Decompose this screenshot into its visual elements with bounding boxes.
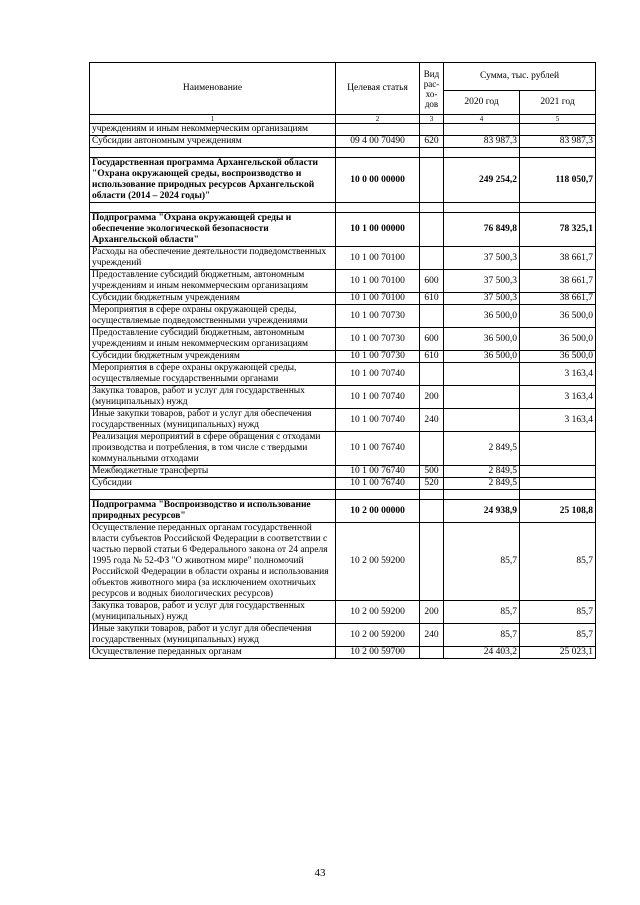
cell-value-2021 — [520, 432, 596, 466]
cell-name: Субсидии автономным учреждениям — [90, 136, 336, 148]
column-header-sum: Сумма, тыс. рублей — [444, 63, 596, 91]
cell-kind — [420, 500, 444, 523]
cell-target: 10 1 00 76740 — [336, 478, 420, 490]
cell-target: 10 2 00 00000 — [336, 500, 420, 523]
table-row — [90, 124, 596, 136]
cell-value-2020: 85,7 — [444, 601, 520, 624]
cell-kind — [420, 305, 444, 328]
cell-target: 10 0 00 00000 — [336, 158, 420, 203]
table-row — [90, 328, 596, 351]
cell-value-2020: 85,7 — [444, 624, 520, 647]
empty-cell — [444, 203, 520, 213]
cell-value-2021: 3 163,4 — [520, 363, 596, 386]
cell-kind: 200 — [420, 601, 444, 624]
budget-table — [89, 62, 596, 659]
table-row — [90, 293, 596, 305]
cell-target: 09 4 00 70490 — [336, 136, 420, 148]
cell-name: Закупка товаров, работ и услуг для государственных (муниципальных) нужд — [90, 386, 336, 409]
cell-value-2021: 78 325,1 — [520, 213, 596, 247]
page-number: 43 — [314, 867, 326, 879]
cell-value-2020: 24 938,9 — [444, 500, 520, 523]
cell-target: 10 1 00 70730 — [336, 328, 420, 351]
cell-target: 10 1 00 70740 — [336, 363, 420, 386]
cell-target: 10 1 00 70730 — [336, 351, 420, 363]
table-row — [90, 136, 596, 148]
table-row — [90, 478, 596, 490]
cell-value-2021: 83 987,3 — [520, 136, 596, 148]
cell-value-2021: 85,7 — [520, 601, 596, 624]
cell-value-2021: 3 163,4 — [520, 409, 596, 432]
table-row — [90, 523, 596, 601]
cell-value-2021 — [520, 124, 596, 136]
cell-target: 10 1 00 00000 — [336, 213, 420, 247]
cell-name: Подпрограмма "Воспроизводство и использование природных ресурсов" — [90, 500, 336, 523]
cell-kind: 240 — [420, 624, 444, 647]
cell-target: 10 2 00 59700 — [336, 647, 420, 659]
cell-value-2020 — [444, 124, 520, 136]
empty-cell — [90, 203, 336, 213]
empty-cell — [444, 490, 520, 500]
empty-cell — [336, 203, 420, 213]
cell-value-2020: 83 987,3 — [444, 136, 520, 148]
spacer-row — [90, 490, 596, 500]
table-row — [90, 500, 596, 523]
cell-target: 10 1 00 70100 — [336, 270, 420, 293]
cell-name: Иные закупки товаров, работ и услуг для обеспечения государственных (муниципальных) нужд — [90, 624, 336, 647]
column-number: 5 — [520, 115, 596, 124]
cell-target: 10 2 00 59200 — [336, 624, 420, 647]
cell-target: 10 2 00 59200 — [336, 601, 420, 624]
column-header-target: Целевая статья — [336, 63, 420, 115]
cell-value-2021: 25 108,8 — [520, 500, 596, 523]
cell-name: Межбюджетные трансферты — [90, 466, 336, 478]
spacer-row — [90, 148, 596, 158]
cell-value-2020: 37 500,3 — [444, 270, 520, 293]
table-body — [90, 124, 596, 659]
cell-name: Реализация мероприятий в сфере обращения с отходами производства и потребления, в том числе с твердыми коммунальными отходами — [90, 432, 336, 466]
cell-name: Осуществление переданных органам государственной власти субъектов Российской Федерации в соответствии с частью первой статьи 6 Федерального закона от 24 апреля 1995 года № 52-ФЗ "О животном мире" полномочий Российской Федерации в области охраны и использования объектов животного мира (за исключением охотничьих ресурсов и водных биологических ресурсов) — [90, 523, 336, 601]
column-number: 1 — [90, 115, 336, 124]
cell-value-2020: 2 849,5 — [444, 478, 520, 490]
cell-kind: 600 — [420, 328, 444, 351]
cell-value-2021: 85,7 — [520, 523, 596, 601]
column-number: 3 — [420, 115, 444, 124]
table-row — [90, 363, 596, 386]
cell-kind: 520 — [420, 478, 444, 490]
cell-target: 10 1 00 70100 — [336, 247, 420, 270]
cell-value-2020: 85,7 — [444, 523, 520, 601]
cell-target: 10 1 00 76740 — [336, 466, 420, 478]
cell-kind — [420, 213, 444, 247]
cell-kind: 240 — [420, 409, 444, 432]
cell-kind — [420, 158, 444, 203]
cell-name: Государственная программа Архангельской области "Охрана окружающей среды, воспроизводство и использование природных ресурсов Архангельской области (2014 – 2024 годы)" — [90, 158, 336, 203]
cell-name: Мероприятия в сфере охраны окружающей среды, осуществляемые государственными органами — [90, 363, 336, 386]
spacer-row — [90, 203, 596, 213]
cell-value-2021: 36 500,0 — [520, 305, 596, 328]
table-row — [90, 270, 596, 293]
cell-kind — [420, 523, 444, 601]
empty-cell — [420, 203, 444, 213]
table-row — [90, 305, 596, 328]
cell-value-2021 — [520, 466, 596, 478]
table-row — [90, 647, 596, 659]
cell-value-2020 — [444, 386, 520, 409]
cell-name: Мероприятия в сфере охраны окружающей среды, осуществляемые подведомственными учреждениями — [90, 305, 336, 328]
table-row — [90, 624, 596, 647]
column-number-row — [90, 115, 596, 124]
cell-name: Предоставление субсидий бюджетным, автономным учреждениям и иным некоммерческим организациям — [90, 328, 336, 351]
cell-value-2020: 36 500,0 — [444, 328, 520, 351]
table-row — [90, 213, 596, 247]
cell-kind — [420, 363, 444, 386]
cell-kind — [420, 247, 444, 270]
column-number: 2 — [336, 115, 420, 124]
cell-value-2021 — [520, 478, 596, 490]
cell-name: Предоставление субсидий бюджетным, автономным учреждениям и иным некоммерческим организациям — [90, 270, 336, 293]
empty-cell — [444, 148, 520, 158]
cell-kind — [420, 647, 444, 659]
cell-kind — [420, 432, 444, 466]
empty-cell — [420, 148, 444, 158]
cell-value-2020 — [444, 363, 520, 386]
cell-target: 10 1 00 70730 — [336, 305, 420, 328]
cell-kind: 610 — [420, 351, 444, 363]
cell-value-2020: 37 500,3 — [444, 293, 520, 305]
cell-value-2020: 36 500,0 — [444, 351, 520, 363]
cell-target: 10 1 00 76740 — [336, 432, 420, 466]
cell-name: Субсидии бюджетным учреждениям — [90, 293, 336, 305]
cell-kind — [420, 124, 444, 136]
cell-kind: 500 — [420, 466, 444, 478]
cell-name: Субсидии бюджетным учреждениям — [90, 351, 336, 363]
cell-name: Субсидии — [90, 478, 336, 490]
empty-cell — [90, 148, 336, 158]
table-row — [90, 247, 596, 270]
cell-kind: 620 — [420, 136, 444, 148]
empty-cell — [420, 490, 444, 500]
cell-value-2021: 118 050,7 — [520, 158, 596, 203]
table-row — [90, 409, 596, 432]
cell-target: 10 1 00 70740 — [336, 386, 420, 409]
cell-value-2021: 38 661,7 — [520, 270, 596, 293]
empty-cell — [90, 490, 336, 500]
table-row — [90, 386, 596, 409]
table-row — [90, 432, 596, 466]
cell-kind: 600 — [420, 270, 444, 293]
cell-value-2020 — [444, 409, 520, 432]
cell-value-2020: 24 403,2 — [444, 647, 520, 659]
cell-value-2020: 2 849,5 — [444, 466, 520, 478]
cell-value-2020: 76 849,8 — [444, 213, 520, 247]
cell-value-2021: 38 661,7 — [520, 247, 596, 270]
cell-name: Осуществление переданных органам — [90, 647, 336, 659]
cell-kind: 200 — [420, 386, 444, 409]
empty-cell — [520, 490, 596, 500]
empty-cell — [520, 203, 596, 213]
cell-value-2021: 3 163,4 — [520, 386, 596, 409]
cell-kind: 610 — [420, 293, 444, 305]
column-header-2020: 2020 год — [444, 91, 520, 115]
cell-value-2020: 249 254,2 — [444, 158, 520, 203]
cell-value-2021: 36 500,0 — [520, 351, 596, 363]
column-header-name: Наименование — [90, 63, 336, 115]
column-number: 4 — [444, 115, 520, 124]
cell-name: Расходы на обеспечение деятельности подведомственных учреждений — [90, 247, 336, 270]
cell-value-2021: 36 500,0 — [520, 328, 596, 351]
cell-value-2020: 2 849,5 — [444, 432, 520, 466]
cell-value-2020: 37 500,3 — [444, 247, 520, 270]
cell-value-2021: 25 023,1 — [520, 647, 596, 659]
table-row — [90, 466, 596, 478]
table-row — [90, 158, 596, 203]
empty-cell — [520, 148, 596, 158]
cell-name: Закупка товаров, работ и услуг для государственных (муниципальных) нужд — [90, 601, 336, 624]
cell-target: 10 1 00 70100 — [336, 293, 420, 305]
cell-target: 10 2 00 59200 — [336, 523, 420, 601]
empty-cell — [336, 490, 420, 500]
cell-value-2021: 85,7 — [520, 624, 596, 647]
cell-target — [336, 124, 420, 136]
cell-name: Иные закупки товаров, работ и услуг для обеспечения государственных (муниципальных) нужд — [90, 409, 336, 432]
cell-value-2021: 38 661,7 — [520, 293, 596, 305]
table-row — [90, 601, 596, 624]
cell-name: учреждениям и иным некоммерческим организациям — [90, 124, 336, 136]
empty-cell — [336, 148, 420, 158]
cell-target: 10 1 00 70740 — [336, 409, 420, 432]
column-header-2021: 2021 год — [520, 91, 596, 115]
column-header-kind: Вид рас- хо- дов — [420, 63, 444, 115]
cell-name: Подпрограмма "Охрана окружающей среды и обеспечение экологической безопасности Архангельской области" — [90, 213, 336, 247]
cell-value-2020: 36 500,0 — [444, 305, 520, 328]
table-row — [90, 351, 596, 363]
